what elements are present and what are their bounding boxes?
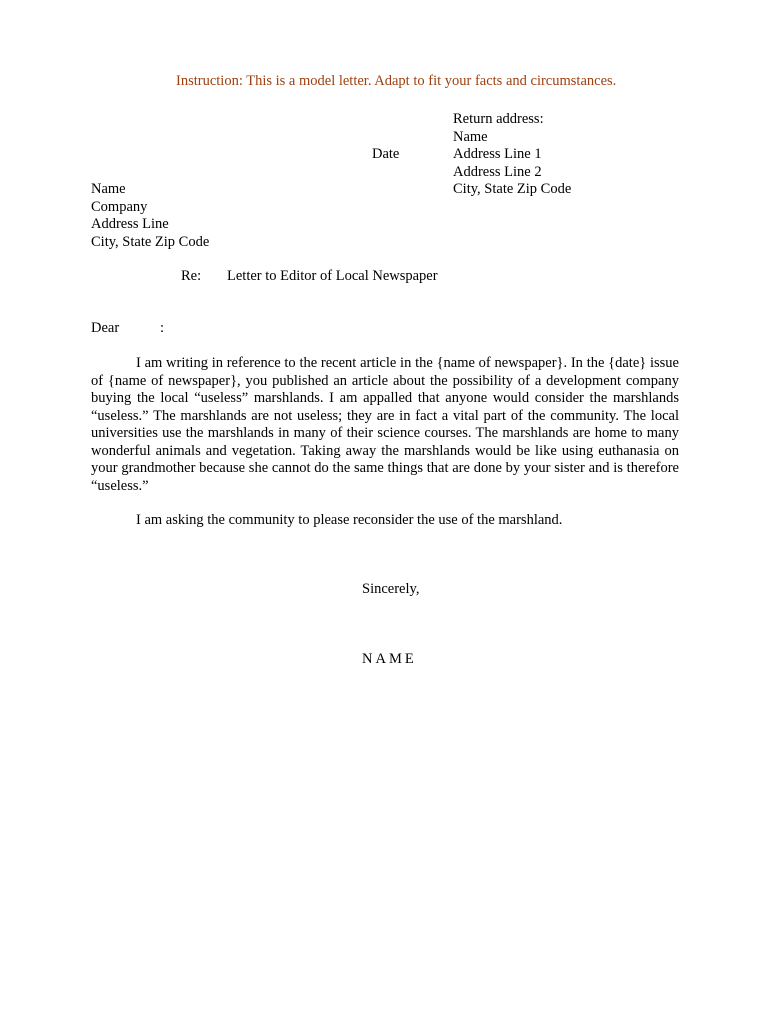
recipient-line: Company <box>91 198 148 215</box>
subject-label: Re: <box>181 268 202 284</box>
body-paragraph-2: I am asking the community to please reconsider the use of the marshland. <box>136 512 563 528</box>
return-address-heading: Return address: <box>453 111 544 127</box>
salutation-greeting: Dear <box>91 320 120 336</box>
return-address-line: Address Line 2 <box>453 163 542 180</box>
subject-text: Letter to Editor of Local Newspaper <box>227 268 438 284</box>
return-address-line: City, State Zip Code <box>453 181 572 197</box>
closing: Sincerely, <box>362 581 420 597</box>
return-address-block <box>453 111 571 199</box>
recipient-line: Address Line <box>91 216 169 232</box>
date-label: Date <box>372 146 400 162</box>
return-address-line: Address Line 1 <box>453 146 542 162</box>
salutation-colon: : <box>160 320 165 336</box>
body-paragraph-1: I am writing in reference to the recent article in the {name of newspaper}. In the {date} issue of {name of newspaper}, you published an article about the possibility of a development company buying the local “useless” marshlands. I am appalled that anyone would consider the marshlands “useless.” The marshlands are not useless; they are in fact a vital part of the community. The local universities use the marshlands in many of their science courses. The marshlands are home to many wonderful animals and vegetation. Taking away the marshlands would be like using euthanasia on your grandmother because she cannot do the same things that are done by your sister and is therefore “useless.” <box>91 355 679 494</box>
recipient-line: Name <box>91 181 126 197</box>
recipient-address-block <box>91 181 209 251</box>
instruction-note: Instruction: This is a model letter. Adapt to fit your facts and circumstances. <box>176 73 617 89</box>
recipient-line: City, State Zip Code <box>91 233 210 250</box>
return-address-line: Name <box>453 128 488 145</box>
signature-name: NAME <box>362 651 417 667</box>
